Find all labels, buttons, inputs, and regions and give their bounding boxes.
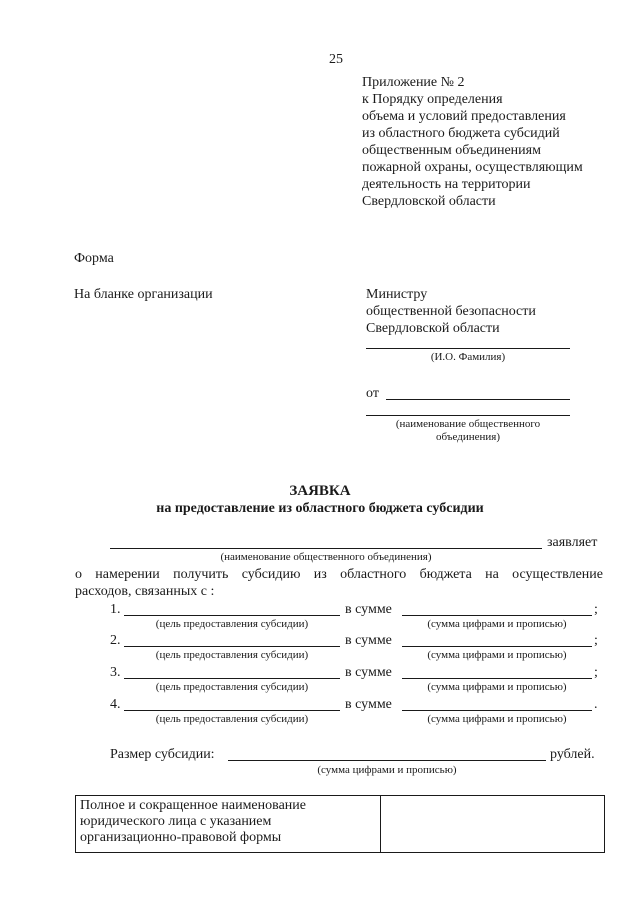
amount-blank-line bbox=[402, 710, 592, 711]
purpose-hint: (цель предоставления субсидии) bbox=[155, 649, 309, 661]
item-end-mark: ; bbox=[594, 602, 598, 617]
table-label-line: организационно-правовой формы bbox=[80, 830, 282, 845]
org-hint-line: объединения) bbox=[436, 431, 500, 443]
addressee-line: Министру bbox=[366, 287, 428, 302]
letterhead-label: На бланке организации bbox=[74, 287, 213, 302]
item-end-mark: . bbox=[594, 697, 598, 712]
item-number: 4. bbox=[110, 697, 121, 712]
purpose-hint: (цель предоставления субсидии) bbox=[155, 618, 309, 630]
org-name-hint: (наименование общественного объединения) bbox=[220, 551, 432, 563]
amount-label: в сумме bbox=[345, 602, 392, 617]
item-end-mark: ; bbox=[594, 665, 598, 680]
intent-line-2: расходов, связанных с : bbox=[75, 584, 215, 599]
purpose-hint: (цель предоставления субсидии) bbox=[155, 713, 309, 725]
org-blank-line bbox=[366, 415, 570, 416]
amount-hint: (сумма цифрами и прописью) bbox=[427, 618, 567, 630]
purpose-blank-line bbox=[124, 646, 340, 647]
organization-info-table bbox=[75, 795, 605, 853]
purpose-hint: (цель предоставления субсидии) bbox=[155, 681, 309, 693]
intent-line-1: о намерении получить субсидию из областного бюджета на осуществление bbox=[75, 567, 603, 582]
appendix-line: Приложение № 2 bbox=[362, 75, 465, 90]
page-number: 25 bbox=[329, 52, 343, 67]
amount-hint: (сумма цифрами и прописью) bbox=[427, 713, 567, 725]
appendix-line: к Порядку определения bbox=[362, 92, 503, 107]
amount-label: в сумме bbox=[345, 665, 392, 680]
org-name-blank-line bbox=[110, 548, 542, 549]
subsidy-size-blank-line bbox=[228, 760, 546, 761]
purpose-blank-line bbox=[124, 710, 340, 711]
table-label-line: юридического лица с указанием bbox=[80, 814, 272, 829]
table-row bbox=[76, 796, 605, 853]
table-label-line: Полное и сокращенное наименование bbox=[80, 798, 306, 813]
amount-label: в сумме bbox=[345, 697, 392, 712]
amount-hint: (сумма цифрами и прописью) bbox=[427, 649, 567, 661]
name-hint: (И.О. Фамилия) bbox=[430, 351, 506, 363]
purpose-blank-line bbox=[124, 678, 340, 679]
appendix-line: из областного бюджета субсидий bbox=[362, 126, 560, 141]
name-blank-line bbox=[366, 348, 570, 349]
addressee-line: Свердловской области bbox=[366, 321, 500, 336]
appendix-line: общественным объединениям bbox=[362, 143, 541, 158]
org-hint-line: (наименование общественного bbox=[395, 418, 541, 430]
application-title: ЗАЯВКА bbox=[289, 483, 351, 499]
org-hint bbox=[366, 418, 570, 444]
declares-label: заявляет bbox=[547, 535, 598, 550]
item-number: 2. bbox=[110, 633, 121, 648]
application-subtitle: на предоставление из областного бюджета субсидии bbox=[156, 501, 484, 516]
item-end-mark: ; bbox=[594, 633, 598, 648]
appendix-line: пожарной охраны, осуществляющим bbox=[362, 160, 583, 175]
form-label: Форма bbox=[74, 251, 114, 266]
subsidy-size-unit: рублей. bbox=[550, 747, 595, 762]
subsidy-size-hint: (сумма цифрами и прописью) bbox=[317, 764, 457, 776]
from-blank-line bbox=[386, 399, 570, 400]
appendix-line: объема и условий предоставления bbox=[362, 109, 566, 124]
purpose-blank-line bbox=[124, 615, 340, 616]
table-cell-value[interactable] bbox=[381, 796, 605, 853]
appendix-line: деятельность на территории bbox=[362, 177, 531, 192]
amount-label: в сумме bbox=[345, 633, 392, 648]
subsidy-size-label: Размер субсидии: bbox=[110, 747, 215, 762]
appendix-line: Свердловской области bbox=[362, 194, 496, 209]
from-label: от bbox=[366, 386, 379, 401]
amount-blank-line bbox=[402, 678, 592, 679]
appendix-block bbox=[362, 74, 583, 210]
addressee-line: общественной безопасности bbox=[366, 304, 536, 319]
addressee-block bbox=[366, 286, 536, 337]
amount-blank-line bbox=[402, 646, 592, 647]
item-number: 3. bbox=[110, 665, 121, 680]
table-cell-label bbox=[76, 796, 381, 853]
item-number: 1. bbox=[110, 602, 121, 617]
amount-blank-line bbox=[402, 615, 592, 616]
amount-hint: (сумма цифрами и прописью) bbox=[427, 681, 567, 693]
